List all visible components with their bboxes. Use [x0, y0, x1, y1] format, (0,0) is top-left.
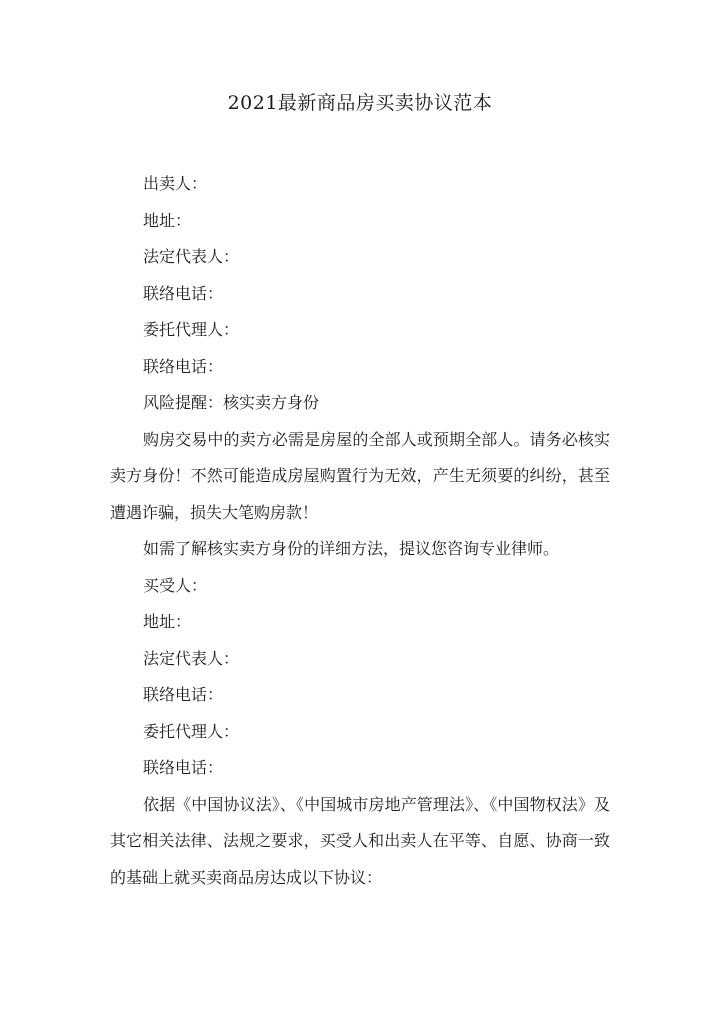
seller-phone-label: 联络电话： — [143, 283, 224, 303]
consult-line: 如需了解核实卖方身份的详细方法，提议您咨询专业律师。 — [143, 539, 560, 558]
risk-title: 风险提醒：核实卖方身份 — [143, 393, 320, 412]
seller-name-label: 出卖人： — [143, 174, 208, 193]
seller-address-label: 地址： — [143, 210, 192, 230]
document-body — [110, 166, 610, 896]
seller-agent-label: 委托代理人： — [143, 320, 240, 339]
buyer-address-label: 地址： — [143, 612, 192, 631]
seller-agent-phone-label: 联络电话： — [143, 356, 224, 376]
buyer-legal-rep-label: 法定代表人： — [143, 648, 240, 668]
basis-paragraph: 依据《中国协议法》、《中国城市房地产管理法》、《中国物权法》及其它相关法律、法规之要求，买受人和出卖人在平等、自愿、协商一致的基础上就买卖商品房达成以下协议： — [110, 794, 610, 887]
document-title: 2021最新商品房买卖协议范本 — [227, 92, 493, 114]
buyer-agent-label: 委托代理人： — [143, 721, 240, 741]
buyer-name-label: 买受人： — [143, 575, 208, 595]
buyer-phone-label: 联络电话： — [143, 685, 224, 704]
risk-paragraph: 购房交易中的卖方必需是房屋的全部人或预期全部人。请务必核实卖方身份！不然可能造成房屋购置行为无效，产生无须要的纠纷，甚至遭遇诈骗，损失大笔购房款！ — [110, 429, 610, 522]
buyer-agent-phone-label: 联络电话： — [143, 758, 224, 777]
seller-legal-rep-label: 法定代表人： — [143, 247, 240, 266]
